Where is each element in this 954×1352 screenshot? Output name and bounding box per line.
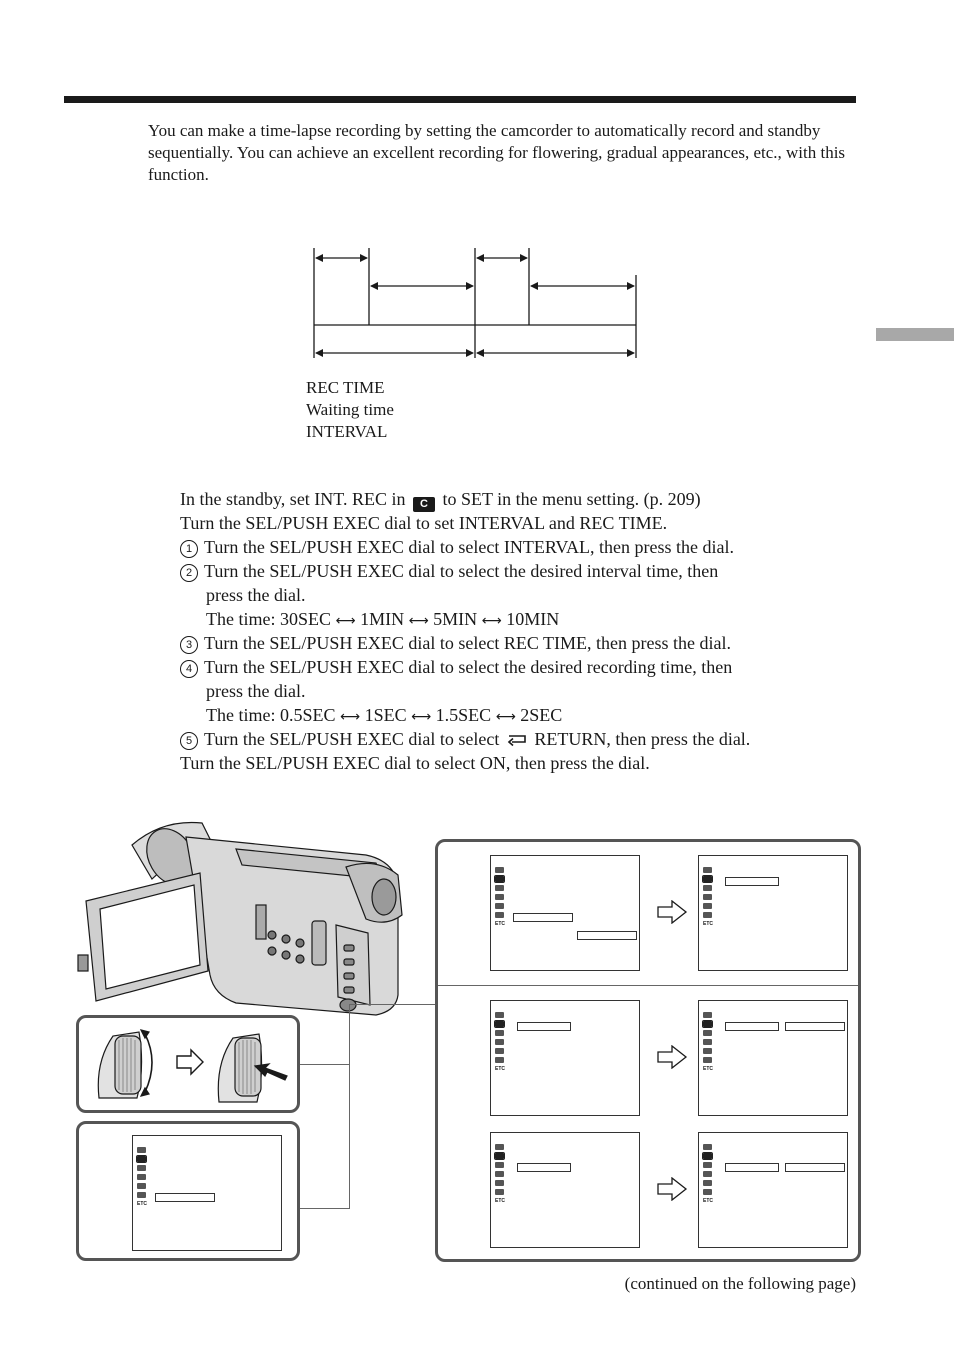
substep-4: 4 Turn the SEL/PUSH EXEC dial to select the desired recording time, then bbox=[180, 655, 880, 679]
step-3: Turn the SEL/PUSH EXEC dial to select ON, then press the dial. bbox=[180, 753, 650, 773]
next-arrow-icon bbox=[656, 1045, 688, 1069]
etc-label: ETC bbox=[137, 1201, 147, 1207]
return-icon bbox=[506, 733, 528, 747]
menu-screen-b: ETC bbox=[698, 855, 848, 971]
menu-screen bbox=[132, 1135, 282, 1251]
value-bar bbox=[785, 1163, 845, 1172]
menu-screen-a: ETC bbox=[490, 855, 640, 971]
substep-1: 1 Turn the SEL/PUSH EXEC dial to select INTERVAL, then press the dial. bbox=[180, 535, 880, 559]
menu-screen-c: ETC bbox=[490, 1000, 640, 1116]
substep-4-cont: press the dial. bbox=[206, 681, 306, 701]
sel-push-exec-dial-illustration bbox=[79, 1018, 297, 1110]
diagram-legend bbox=[306, 377, 394, 443]
connector-line bbox=[300, 1208, 350, 1209]
menu-icon bbox=[137, 1183, 146, 1189]
value-bar bbox=[785, 1022, 845, 1031]
dial-operation-box bbox=[76, 1015, 300, 1113]
highlight-bar bbox=[725, 877, 779, 886]
menu-screen-f: ETC bbox=[698, 1132, 848, 1248]
rec-time-options: The time: 0.5SEC ⟷ 1SEC ⟷ 1.5SEC ⟷ 2SEC bbox=[206, 705, 563, 725]
interval-time-options: The time: 30SEC ⟷ 1MIN ⟷ 5MIN ⟷ 10MIN bbox=[206, 609, 560, 629]
menu-sidebar bbox=[137, 1147, 157, 1209]
menu-icon bbox=[137, 1192, 146, 1198]
connector-line bbox=[349, 1004, 437, 1005]
substep-number: 1 bbox=[180, 540, 198, 558]
menu-icon bbox=[137, 1174, 146, 1180]
continued-note: (continued on the following page) bbox=[624, 1274, 856, 1293]
procedure-steps bbox=[180, 487, 880, 775]
legend-interval: INTERVAL bbox=[306, 422, 388, 441]
box-divider bbox=[438, 985, 858, 986]
legend-rec-time: REC TIME bbox=[306, 378, 385, 397]
highlight-bar bbox=[725, 1022, 779, 1031]
substep-number: 5 bbox=[180, 732, 198, 750]
connector-line bbox=[349, 1004, 350, 1209]
substep-number: 3 bbox=[180, 636, 198, 654]
camera-set-icon bbox=[137, 1156, 146, 1162]
header-rule bbox=[64, 96, 856, 103]
substep-number: 2 bbox=[180, 564, 198, 582]
step2-screens-box bbox=[435, 839, 861, 1262]
double-arrow-icon: ⟷ bbox=[335, 613, 356, 629]
step-2: Turn the SEL/PUSH EXEC dial to set INTERVAL and REC TIME. bbox=[180, 513, 668, 533]
substep-number: 4 bbox=[180, 660, 198, 678]
camcorder-illustration bbox=[76, 815, 436, 1025]
substep-5: 5 Turn the SEL/PUSH EXEC dial to select RETURN, then press the dial. bbox=[180, 727, 880, 751]
double-arrow-icon: ⟷ bbox=[408, 613, 429, 629]
highlight-bar bbox=[517, 1022, 571, 1031]
legend-waiting-time: Waiting time bbox=[306, 400, 394, 419]
chapter-tab bbox=[876, 328, 954, 341]
highlight-bar bbox=[517, 1163, 571, 1172]
step-1: In the standby, set INT. REC in C to SET in the menu setting. (p. 209) bbox=[180, 489, 701, 510]
value-bar bbox=[577, 931, 637, 940]
substep-3: 3 Turn the SEL/PUSH EXEC dial to select REC TIME, then press the dial. bbox=[180, 631, 880, 655]
next-arrow-icon bbox=[656, 1177, 688, 1201]
double-arrow-icon: ⟷ bbox=[411, 709, 432, 725]
double-arrow-icon: ⟷ bbox=[495, 709, 516, 725]
substep-2: 2 Turn the SEL/PUSH EXEC dial to select the desired interval time, then bbox=[180, 559, 880, 583]
menu-screen-e: ETC bbox=[490, 1132, 640, 1248]
menu-screen-d: ETC bbox=[698, 1000, 848, 1116]
highlight-bar bbox=[725, 1163, 779, 1172]
menu-icon bbox=[137, 1147, 146, 1153]
highlight-bar bbox=[513, 913, 573, 922]
intro-paragraph: You can make a time-lapse recording by setting the camcorder to automatically record and standby sequentially. You can achieve an excellent recording for flowering, gradual appearances, etc., with this function. bbox=[148, 121, 846, 184]
connector-line bbox=[300, 1064, 350, 1065]
timing-diagram bbox=[300, 240, 650, 365]
double-arrow-icon: ⟷ bbox=[340, 709, 361, 725]
camera-set-menu-icon: C bbox=[413, 497, 435, 512]
double-arrow-icon: ⟷ bbox=[481, 613, 502, 629]
step1-screen-box bbox=[76, 1121, 300, 1261]
highlight-bar bbox=[155, 1193, 215, 1202]
substep-2-cont: press the dial. bbox=[206, 585, 306, 605]
next-arrow-icon bbox=[656, 900, 688, 924]
menu-icon bbox=[137, 1165, 146, 1171]
